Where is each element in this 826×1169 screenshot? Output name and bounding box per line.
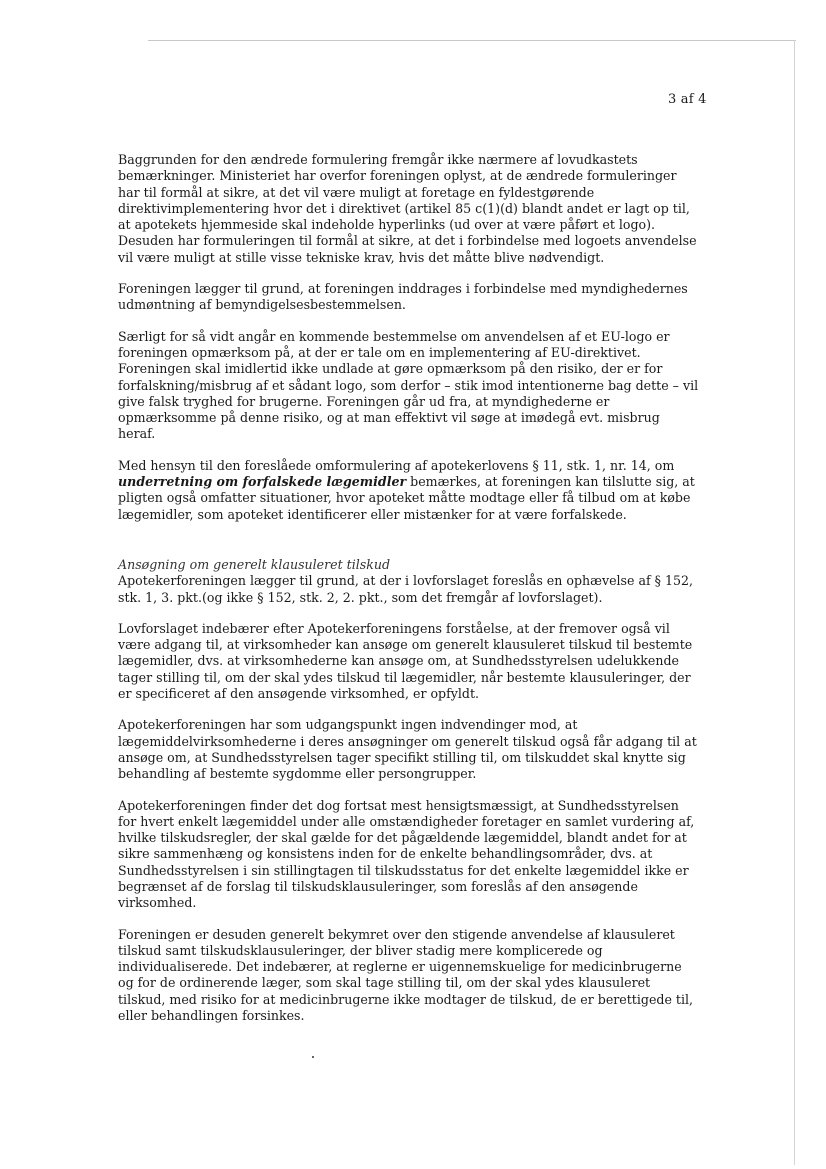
paragraph-concern: Foreningen er desuden generelt bekymret over den stigende anvendelse af klausuleret tilskud samt tilskudsklausuleringer, der bliver stadig mere komplicerede og individualiserede. Det indebærer, at reglerne er uigennemskuelige for medicinbrugerne og for de ordinerende læger, som skal tage stilling til, om der skal ydes klausuleret tilskud, med risiko for at medicinbrugerne ikke modtager de tilskud, de er berettigede til, eller behandlingen forsinkes.: [118, 926, 694, 1024]
scan-edge-top: [148, 40, 796, 41]
emphasis-falsified-medicines: underretning om forfalskede lægemidler: [118, 474, 407, 490]
document-body: [118, 152, 700, 1039]
paragraph-no-objections: Apotekerforeningen har som udgangspunkt ingen indvendinger mod, at lægemiddelvirksomhederne i deres ansøgninger om generelt tilskud også får adgang til at ansøge om, at Sundhedsstyrelsen tager specifikt stilling til, om tilskuddet skal knytte sig behandling af bestemte sygdomme eller persongrupper.: [118, 717, 697, 782]
page-number: 3 af 4: [668, 92, 707, 107]
paragraph-bill-implication: Lovforslaget indebærer efter Apotekerforeningens forståelse, at der fremover også vil være adgang til, at virksomheder kan ansøge om generelt klausuleret tilskud til bestemte lægemidler, dvs. at virksomhederne kan ansøge om, at Sundhedsstyrelsen udelukkende tager stilling til, om der skal ydes tilskud til lægemidler, når bestemte klausuleringer, der er specificeret af den ansøgende virksomhed, er opfyldt.: [118, 620, 693, 702]
paragraph-text: Apotekerforeningen lægger til grund, at der i lovforslaget foreslås en ophævelse af § 152, stk. 1, 3. pkt.(og ikke § 152, stk. 2, 2. pkt., som det fremgår af lovforslaget).: [118, 573, 693, 605]
paragraph-text-before: Med hensyn til den foreslåede omformulering af apotekerlovens § 11, stk. 1, nr. 14, om: [118, 457, 675, 473]
paragraph-background: Baggrunden for den ændrede formulering fremgår ikke nærmere af lovudkastets bemærkninger. Ministeriet har overfor foreningen oplyst, at de ændrede formuleringer har til formål at sikre, at det vil være muligt at foretage en fyldestgørende direktivimplementering hvor det i direktivet (artikel 85 c(1)(d) blandt andet er lagt op til, at apotekets hjemmeside skal indeholde hyperlinks (ud over at være påført et logo). Desuden har formuleringen til formål at sikre, at det i forbindelse med logoets anvendelse vil være muligt at stille visse tekniske krav, hvis det måtte blive nødvendigt.: [118, 152, 697, 265]
scan-speck: [312, 1056, 314, 1058]
scan-edge-right: [794, 40, 795, 1165]
paragraph-eu-logo: Særligt for så vidt angår en kommende bestemmelse om anvendelsen af et EU-logo er foreningen opmærksom på, at der er tale om en implementering af EU-direktivet. Foreningen skal imidlertid ikke undlade at gøre opmærksom på den risiko, der er for forfalskning/misbrug af et sådant logo, som derfor – stik imod intentionerne bag dette – vil give falsk tryghed for brugerne. Foreningen går ud fra, at myndighederne er opmærksomme på denne risiko, og at man effektivt vil søge at imødegå evt. misbrug heraf.: [118, 328, 699, 442]
paragraph-falsified-medicines: [118, 458, 700, 523]
paragraph-involvement: Foreningen lægger til grund, at foreningen inddrages i forbindelse med myndighedernes udmøntning af bemyndigelsesbestemmelsen.: [118, 281, 688, 313]
section-heading: Ansøgning om generelt klausuleret tilskud: [118, 556, 391, 572]
paragraph-text-after: bemærkes, at foreningen kan tilslutte sig, at pligten også omfatter situationer, hvor apoteket måtte modtage eller få tilbud om at købe lægemidler, som apoteket identificerer eller mistænker for at være forfalskede.: [118, 474, 695, 522]
paragraph-overall-assessment: Apotekerforeningen finder det dog fortsat mest hensigtsmæssigt, at Sundhedsstyrelsen for hvert enkelt lægemiddel under alle omstændigheder foretager en samlet vurdering af, hvilke tilskudsregler, der skal gælde for det pågældende lægemiddel, blandt andet for at sikre sammenhæng og konsistens inden for de enkelte behandlingsområder, dvs. at Sundhedsstyrelsen i sin stillingtagen til tilskudsstatus for det enkelte lægemiddel ikke er begrænset af de forslag til tilskudsklausuleringer, som foreslås af den ansøgende virksomhed.: [118, 797, 695, 911]
paragraph-application-subsidy: [118, 557, 700, 606]
